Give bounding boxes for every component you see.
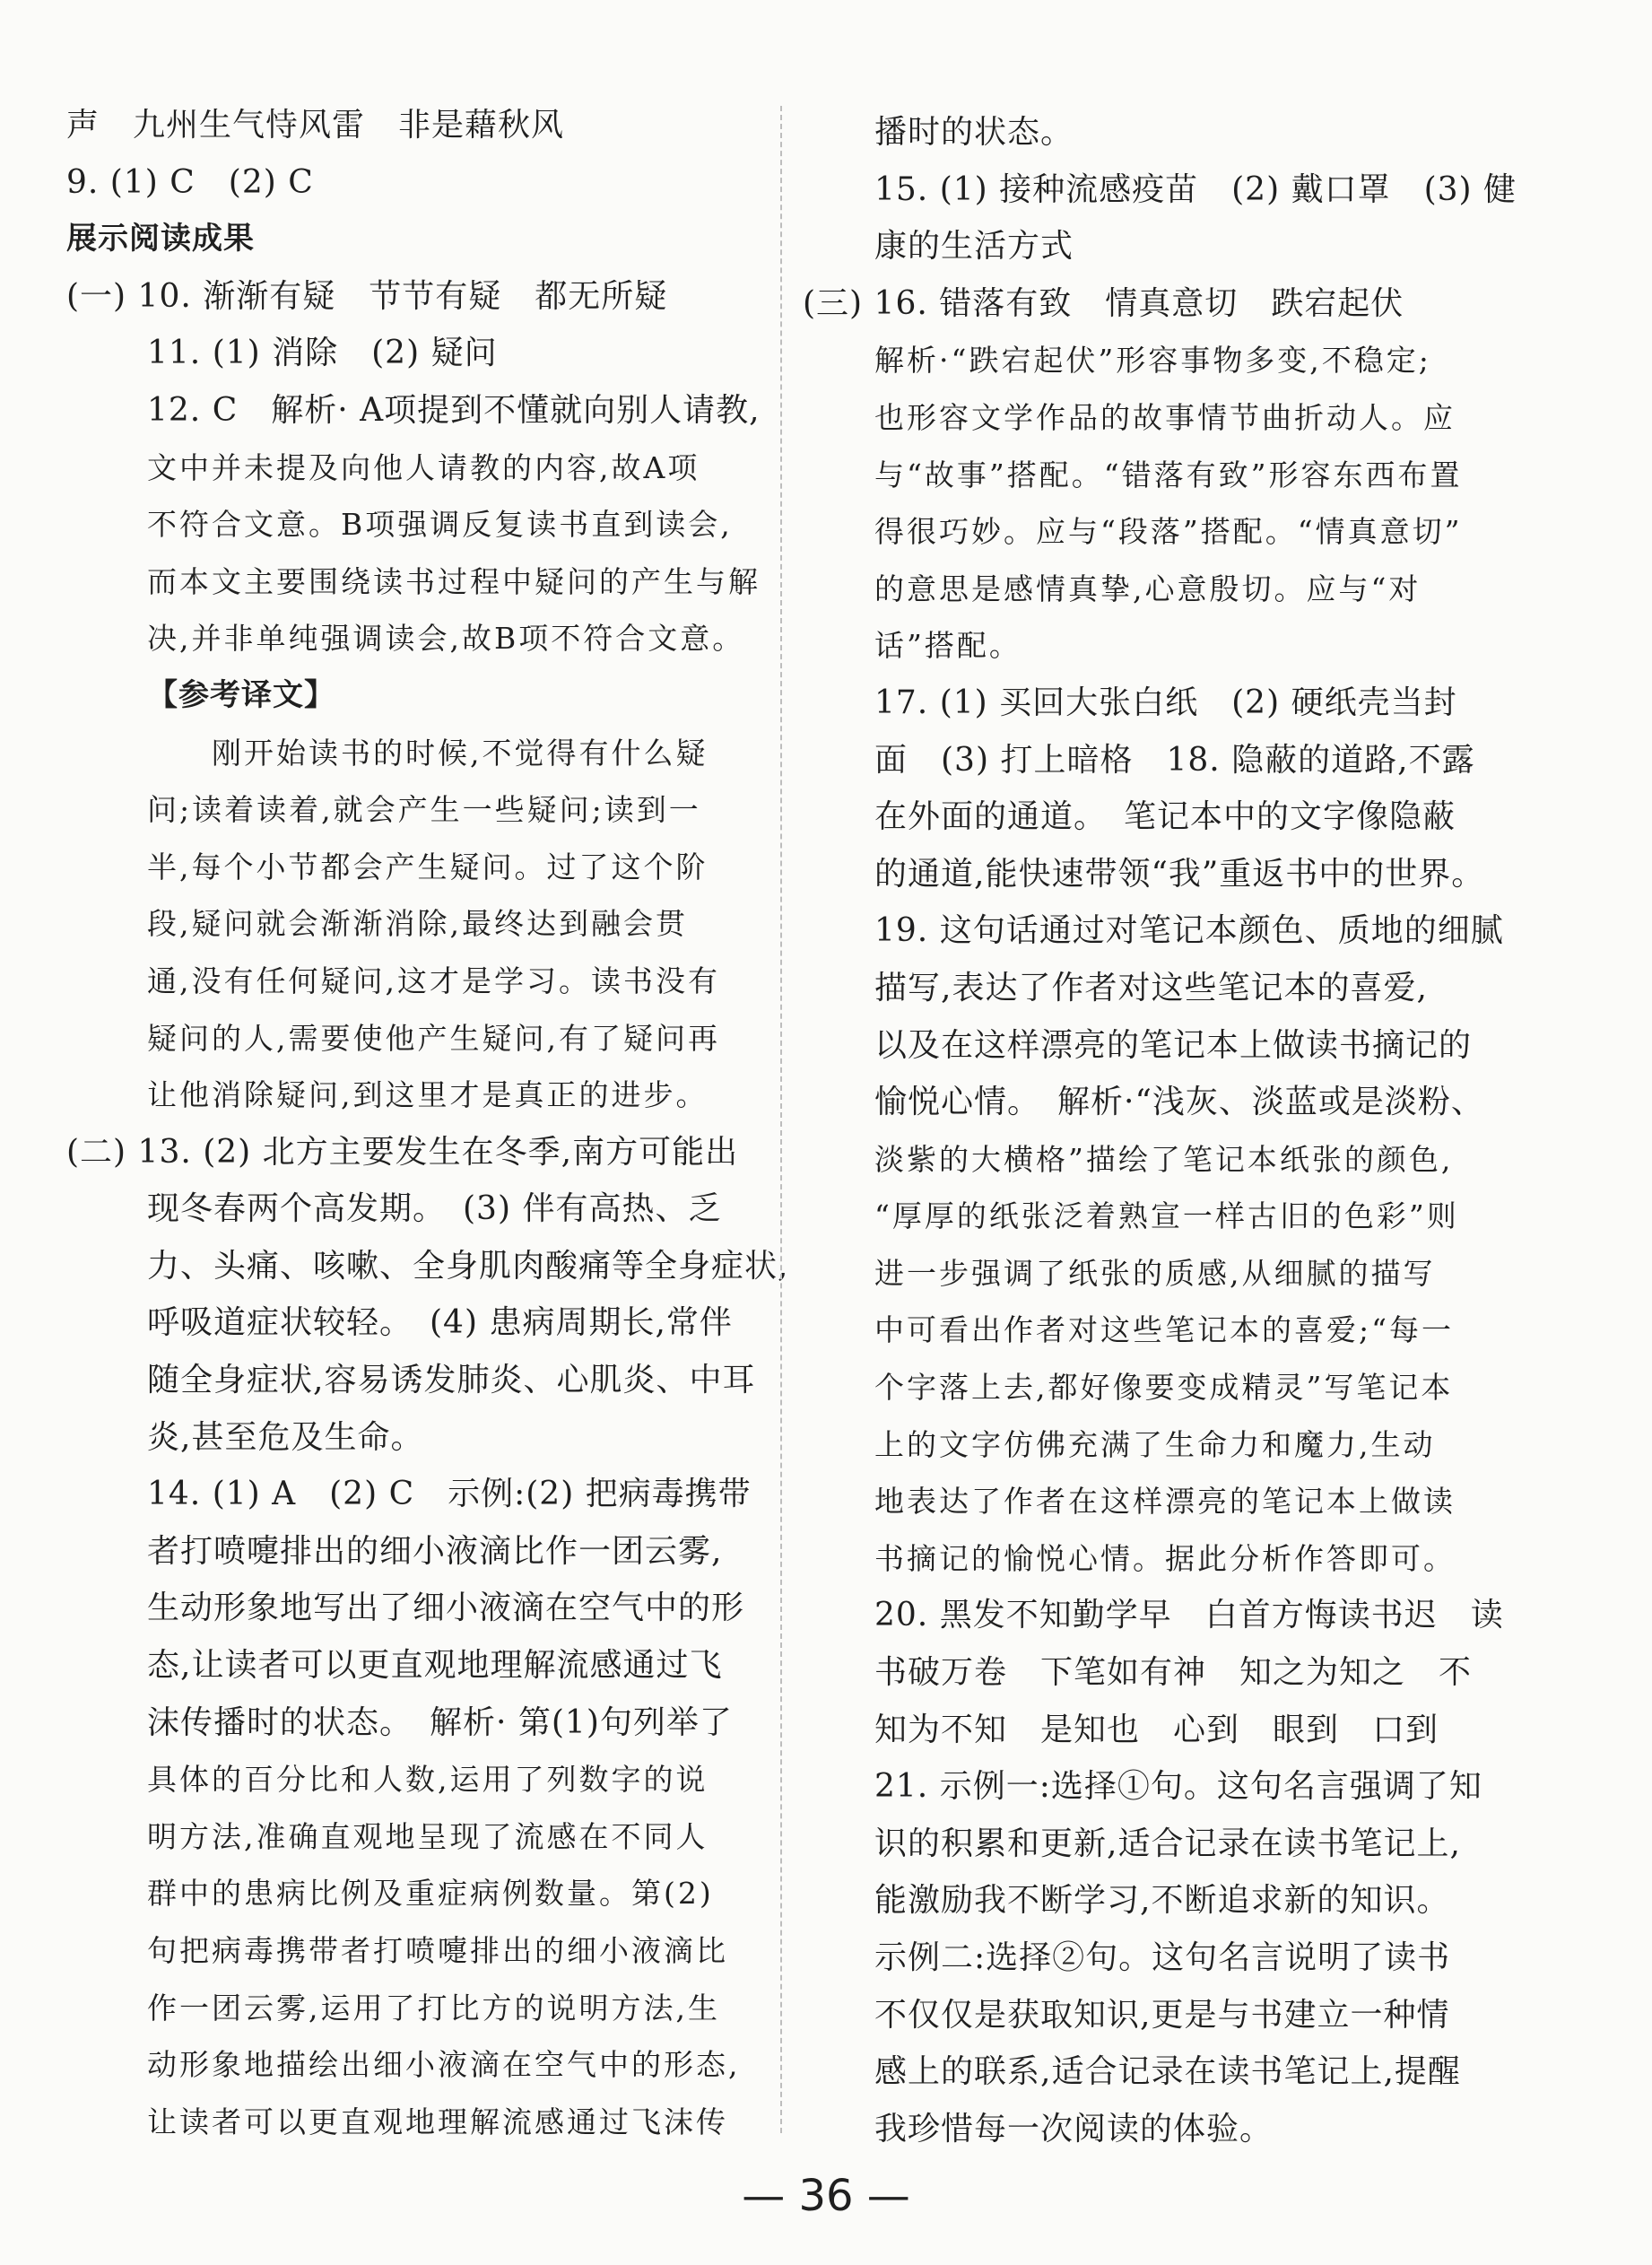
text-line: 书破万卷 下笔如有神 知之为知之 不 [874,1654,1473,1692]
translation-line: 疑问的人,需要使他产生疑问,有了疑问再 [147,1020,720,1056]
translation-line: 刚开始读书的时候,不觉得有什么疑 [147,735,709,771]
answer-20: 20. 黑发不知勤学早 白首方悔读书迟 读 [874,1597,1504,1634]
text-line: 动形象地描绘出细小液滴在空气中的形态, [147,2047,741,2083]
translation-heading: 【参考译文】 [147,676,335,713]
analysis-line: 进一步强调了纸张的质感,从细腻的描写 [874,1255,1436,1291]
text-line: 态,让读者可以更直观地理解流感通过飞 [147,1647,723,1685]
text-line: 感上的联系,适合记录在读书笔记上,提醒 [874,2053,1461,2091]
answer-17: 17. (1) 买回大张白纸 (2) 硬纸壳当封 [874,684,1457,721]
analysis-line: 的意思是感情真挚,心意殷切。应与“对 [874,571,1422,606]
translation-line: 问;读着读着,就会产生一些疑问;读到一 [147,792,701,828]
analysis-line: 淡紫的大横格”描绘了笔记本纸张的颜色, [874,1141,1454,1177]
answer-18: 面 (3) 打上暗格 18. 隐蔽的道路,不露 [874,741,1475,779]
text-line: 沫传播时的状态。 解析· 第(1)句列举了 [147,1703,733,1741]
text-line: 炎,甚至危及生命。 [147,1418,424,1456]
analysis-line: 解析·“跌宕起伏”形容事物多变,不稳定; [874,343,1431,379]
page-number: — 36 — [742,2171,910,2221]
text-line: 随全身症状,容易诱发肺炎、心肌炎、中耳 [147,1362,756,1399]
analysis-line: “厚厚的纸张泛着熟宣一样古旧的色彩”则 [874,1198,1459,1234]
section-heading: 展示阅读成果 [66,221,255,257]
answer-19: 19. 这句话通过对笔记本颜色、质地的细腻 [874,912,1504,950]
text-line: 不仅仅是获取知识,更是与书建立一种情 [874,1996,1450,2034]
text-line: 识的积累和更新,适合记录在读书笔记上, [874,1825,1461,1862]
answer-12: 12. C 解析· A项提到不懂就向别人请教, [147,391,761,429]
text-line: 者打喷嚏排出的细小液滴比作一团云雾, [147,1532,723,1570]
answer-9: 9. (1) C (2) C [66,163,314,201]
text-line: 现冬春两个高发期。 (3) 伴有高热、乏 [147,1190,722,1228]
translation-line: 让他消除疑问,到这里才是真正的进步。 [147,1077,709,1113]
text-line: 描写,表达了作者对这些笔记本的喜爱, [874,969,1428,1006]
text-line: 决,并非单纯强调读会,故B项不符合文意。 [147,621,745,657]
text-line: 声 九州生气恃风雷 非是藉秋风 [66,107,565,144]
left-column [66,97,789,2150]
analysis-line: 与“故事”搭配。“错落有致”形容东西布置 [874,457,1463,492]
analysis-line: 中可看出作者对这些笔记本的喜爱;“每一 [874,1312,1454,1348]
text-line: 作一团云雾,运用了打比方的说明方法,生 [147,1990,720,2025]
text-line: 以及在这样漂亮的笔记本上做读书摘记的 [874,1026,1473,1064]
analysis-line: 话”搭配。 [874,628,1022,664]
translation-line: 半,每个小节都会产生疑问。过了这个阶 [147,849,709,884]
answer-15: 15. (1) 接种流感疫苗 (2) 戴口罩 (3) 健 [874,170,1517,208]
analysis-line: 书摘记的愉悦心情。据此分析作答即可。 [874,1540,1456,1576]
text-line: 文中并未提及向他人请教的内容,故A项 [147,449,700,485]
text-line: 句把病毒携带者打喷嚏排出的细小液滴比 [147,1933,728,1968]
text-line: 不符合文意。B项强调反复读书直到读会, [147,507,733,543]
text-line: 的通道,能快速带领“我”重返书中的世界。 [874,855,1485,893]
text-line: 具体的百分比和人数,运用了列数字的说 [147,1762,709,1798]
text-line: 呼吸道症状较轻。 (4) 患病周期长,常伴 [147,1304,733,1342]
text-line: 让读者可以更直观地理解流感通过飞沫传 [147,2104,728,2139]
text-line: 能激励我不断学习,不断追求新的知识。 [874,1882,1450,1920]
text-line: 示例二:选择②句。这句名言说明了读书 [874,1939,1451,1976]
text-line: 而本文主要围绕读书过程中疑问的产生与解 [147,563,761,599]
text-line: 我珍惜每一次阅读的体验。 [874,2110,1274,2147]
text-line: 知为不知 是知也 心到 眼到 口到 [874,1711,1439,1748]
answer-16: (三) 16. 错落有致 情真意切 跌宕起伏 [803,284,1404,322]
text-line: 康的生活方式 [874,228,1074,266]
text-line: 明方法,准确直观地呈现了流感在不同人 [147,1818,709,1854]
analysis-line: 上的文字仿佛充满了生命力和魔力,生动 [874,1426,1436,1462]
text-line: 生动形象地写出了细小液滴在空气中的形 [147,1590,745,1627]
column-divider [780,106,782,2133]
text-line: 群中的患病比例及重症病例数量。第(2) [147,1876,714,1912]
text-line: 力、头痛、咳嗽、全身肌肉酸痛等全身症状, [147,1247,789,1285]
answer-21: 21. 示例一:选择①句。这句名言强调了知 [874,1768,1482,1806]
translation-line: 通,没有任何疑问,这才是学习。读书没有 [147,963,720,998]
right-column [803,104,1517,2157]
answer-10: (一) 10. 渐渐有疑 节节有疑 都无所疑 [66,277,668,315]
translation-line: 段,疑问就会渐渐消除,最终达到融会贯 [147,906,688,942]
analysis-line: 也形容文学作品的故事情节曲折动人。应 [874,399,1456,435]
analysis-line: 个字落上去,都好像要变成精灵”写笔记本 [874,1370,1454,1406]
analysis-line: 得很巧妙。应与“段落”搭配。“情真意切” [874,514,1463,550]
text-line: 在外面的通道。 笔记本中的文字像隐蔽 [874,798,1456,836]
text-line: 愉悦心情。 解析·“浅灰、淡蓝或是淡粉、 [874,1084,1484,1121]
answer-13: (二) 13. (2) 北方主要发生在冬季,南方可能出 [66,1133,739,1171]
analysis-line: 地表达了作者在这样漂亮的笔记本上做读 [874,1484,1456,1520]
answer-14: 14. (1) A (2) C 示例:(2) 把病毒携带 [147,1476,752,1513]
answer-11: 11. (1) 消除 (2) 疑问 [147,335,498,372]
text-line: 播时的状态。 [874,114,1074,151]
